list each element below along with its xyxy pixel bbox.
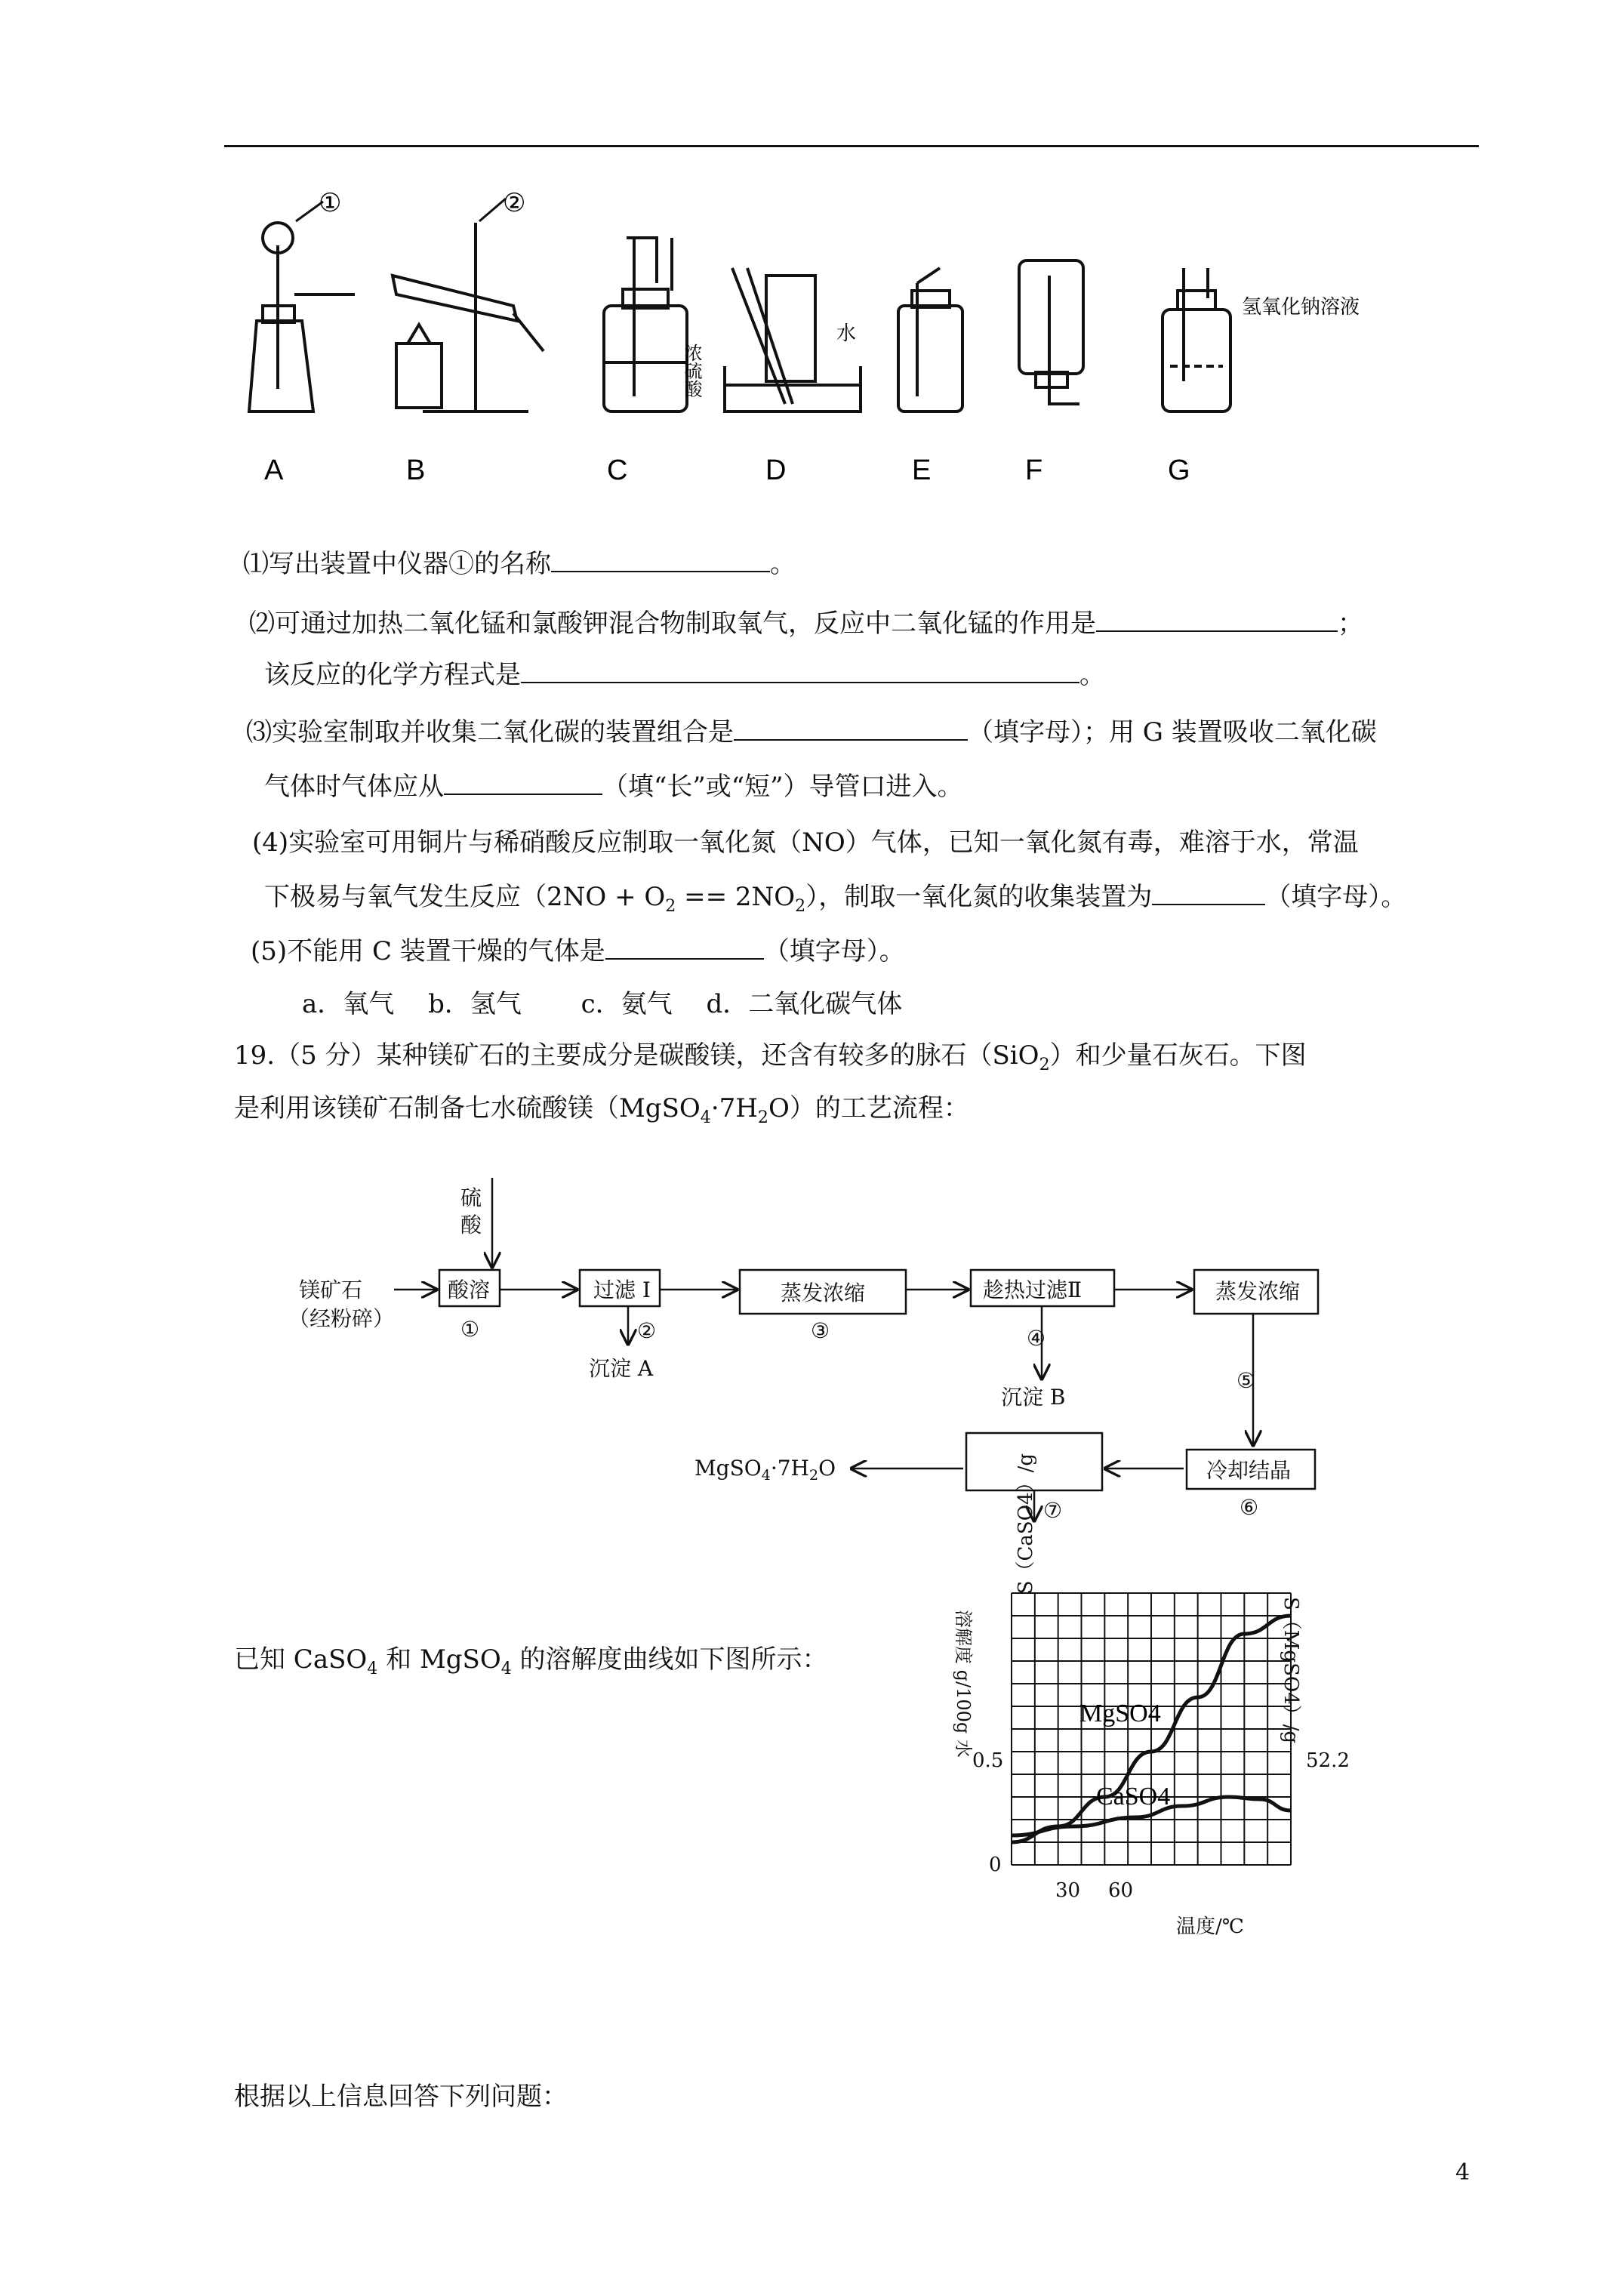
- precipitate-a: 沉淀 A: [589, 1356, 654, 1381]
- box1-text: 酸溶: [448, 1277, 491, 1302]
- apparatus-b: [393, 199, 544, 411]
- ore-note: （经粉碎）: [288, 1306, 395, 1331]
- answer-blank-3[interactable]: [521, 659, 1079, 683]
- label-d: D: [765, 455, 787, 486]
- vertical-label: 溶解度 g/100g 水: [953, 1610, 974, 1758]
- step-6: ⑥: [1240, 1495, 1259, 1520]
- g-liquid-label: 氢氧化钠溶液: [1242, 296, 1360, 319]
- answer-blank-2[interactable]: [1096, 608, 1338, 632]
- product-label: $MgSO_4\cdot 7H_2O$: [694, 1456, 836, 1484]
- step-4: ④: [1027, 1326, 1046, 1351]
- q18-options: a．氧气 b．氢气 c．氨气 d．二氧化碳气体: [302, 989, 903, 1019]
- d-water-label: 水: [836, 322, 857, 345]
- apparatus-figure: [234, 188, 1360, 495]
- answer-blank-4[interactable]: [734, 717, 968, 741]
- step-7: ⑦: [1043, 1498, 1063, 1523]
- precipitate-b: 沉淀 B: [1001, 1385, 1066, 1410]
- answer-blank-1[interactable]: [551, 548, 770, 572]
- step-1: ①: [460, 1317, 480, 1342]
- label-c: C: [607, 455, 628, 486]
- q18-part3: ⑶实验室制取并收集二氧化碳的装置组合是 （填字母）；用 G 装置吸收二氧化碳: [246, 717, 1377, 747]
- apparatus-c: [604, 238, 687, 411]
- c-liquid-label: 浓硫酸: [681, 344, 702, 398]
- x-axis-label: 温度/℃: [1176, 1915, 1244, 1938]
- apparatus-f: [1019, 260, 1083, 404]
- step-3: ③: [811, 1318, 830, 1343]
- apparatus-g: [1163, 268, 1230, 411]
- answer-blank-7[interactable]: [605, 935, 764, 960]
- q19-line1: 19.（5 分）某种镁矿石的主要成分是碳酸镁，还含有较多的脉石（SiO$_2$）和少量石灰石。下图: [234, 1040, 1307, 1074]
- q18-part4-line2: 下极易与氧气发生反应$(2NO + O_2 == 2NO_2)$，制取一氧化氮的收集装置为 （填字母）。: [264, 882, 1407, 916]
- label-b: B: [406, 455, 426, 486]
- acid-label-bottom: 酸: [460, 1213, 482, 1237]
- ore-label: 镁矿石: [299, 1277, 363, 1302]
- label-e: E: [912, 455, 932, 486]
- box6-text: 冷却结晶: [1206, 1458, 1292, 1483]
- label-a: A: [264, 455, 284, 486]
- box3-text: 蒸发浓缩: [781, 1281, 866, 1305]
- box2-text: 过滤 I: [593, 1277, 651, 1302]
- page-number: 4: [1455, 2159, 1471, 2186]
- caso4-series-label: CaSO4: [1096, 1783, 1171, 1811]
- x-tick-30: 30: [1055, 1879, 1081, 1902]
- left-axis-label: S（CaSO4）/g: [1015, 1453, 1037, 1595]
- q19-line2: 是利用该镁矿石制备七水硫酸镁$(MgSO_4\cdot 7H_2O)$的工艺流程：: [234, 1093, 969, 1127]
- closing-text: 根据以上信息回答下列问题：: [234, 2082, 568, 2112]
- answer-blank-5[interactable]: [444, 771, 602, 795]
- q18-part1: ⑴写出装置中仪器①的名称 。: [243, 549, 796, 579]
- marker-2: ②: [503, 188, 526, 218]
- q18-part2: ⑵可通过加热二氧化锰和氯酸钾混合物制取氧气，反应中二氧化锰的作用是 ；: [249, 609, 1363, 639]
- q18-part4-line1: (4)实验室可用铜片与稀硝酸反应制取一氧化氮（NO）气体，已知一氧化氮有毒，难溶于水，常温: [252, 827, 1359, 858]
- apparatus-e: [898, 268, 962, 411]
- label-f: F: [1025, 455, 1043, 486]
- apparatus-a: [249, 202, 355, 411]
- right-tick-522: 52.2: [1306, 1749, 1350, 1772]
- label-g: G: [1168, 455, 1190, 486]
- known-solubility-text: 已知 CaSO$_4$ 和 MgSO$_4$ 的溶解度曲线如下图所示：: [234, 1644, 828, 1678]
- mgso4-series-label: MgSO4: [1079, 1700, 1161, 1727]
- step-5: ⑤: [1236, 1368, 1256, 1393]
- acid-label-top: 硫: [460, 1185, 482, 1210]
- box4-text: 趁热过滤Ⅱ: [983, 1277, 1083, 1302]
- q18-part5: (5)不能用 C 装置干燥的气体是 （填字母）。: [251, 936, 905, 966]
- left-tick-0: 0: [989, 1854, 1002, 1876]
- left-tick-05: 0.5: [972, 1749, 1004, 1772]
- right-axis-label: S（MgSO4）/g: [1280, 1597, 1302, 1744]
- step-2: ②: [637, 1318, 657, 1343]
- marker-1: ①: [319, 188, 342, 218]
- header-rule: [224, 145, 1479, 147]
- box5-text: 蒸发浓缩: [1215, 1279, 1301, 1304]
- x-tick-60: 60: [1108, 1879, 1134, 1902]
- q18-part2b: 该反应的化学方程式是 。: [264, 660, 1105, 690]
- answer-blank-6[interactable]: [1152, 881, 1265, 905]
- process-flow-diagram: [272, 1178, 1344, 1570]
- q18-part3b: 气体时气体应从 （填“长”或“短”）导管口进入。: [264, 772, 963, 802]
